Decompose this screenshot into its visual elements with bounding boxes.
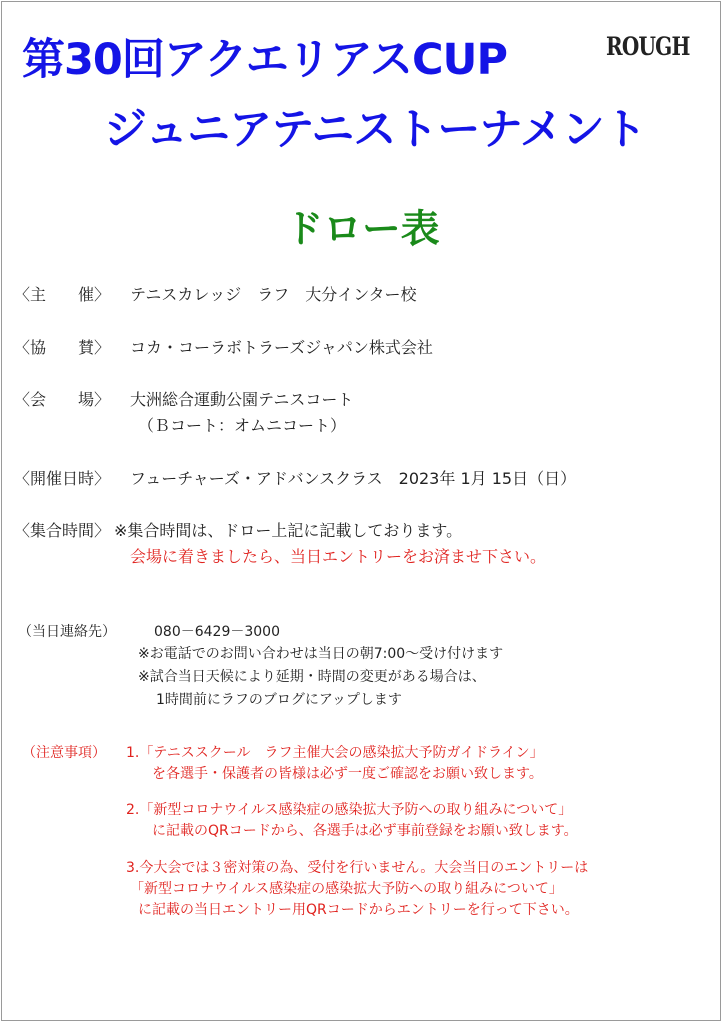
contact-note-2: ※試合当日天候により延期・時間の変更がある場合は、 [138,669,486,685]
caution-item-2-line-2: に記載のQRコードから、各選手は必ず事前登録をお願い致します。 [152,823,578,839]
contact-label: （当日連絡先） [18,624,116,640]
organizer-label: 〈主 催〉 [14,285,111,304]
venue-label: 〈会 場〉 [14,390,111,409]
draw-sheet-heading: ドロー表 [284,207,440,252]
caution-item-2-line-1: 2.「新型コロナウイルス感染症の感染拡大予防への取り組みについて」 [126,802,573,818]
gather-value: ※集合時間は、ドロー上記に記載しております。 [114,521,463,540]
contact-phone: 080－6429－3000 [154,624,280,640]
rough-logo: ROUGH [606,32,690,62]
venue-court-detail: （Ｂコート：オムニコート） [138,416,347,435]
gather-note: 会場に着きましたら、当日エントリーをお済ませ下さい。 [130,547,547,566]
caution-item-3-line-1: 3.今大会では３密対策の為、受付を行いません。大会当日のエントリーは [126,860,589,876]
sponsor-label: 〈協 賛〉 [14,338,111,357]
sponsor-value: コカ・コーラボトラーズジャパン株式会社 [130,338,433,357]
caution-item-3-line-2: 「新型コロナウイルス感染症の感染拡大予防への取り組みについて」 [130,881,563,897]
venue-value: 大洲総合運動公園テニスコート [130,390,354,409]
contact-note-3: 1時間前にラフのブログにアップします [156,692,402,708]
tournament-subtitle: ジュニアテニストーナメント [104,105,646,155]
tournament-title: 第30回アクエリアスCUP [22,35,507,85]
caution-label: （注意事項） [22,745,106,761]
date-value: フューチャーズ・アドバンスクラス 2023年 1月 15日（日） [130,469,577,488]
organizer-value: テニスカレッジ ラフ 大分インター校 [130,285,417,304]
caution-item-3-line-3: に記載の当日エントリー用QRコードからエントリーを行って下さい。 [138,902,579,918]
caution-item-1-line-1: 1.「テニススクール ラフ主催大会の感染拡大予防ガイドライン」 [126,745,544,761]
date-label: 〈開催日時〉 [14,469,111,488]
caution-item-1-line-2: を各選手・保護者の皆様は必ず一度ご確認をお願い致します。 [152,766,543,782]
gather-label: 〈集合時間〉 [14,521,111,540]
contact-note-1: ※お電話でのお問い合わせは当日の朝7:00～受け付けます [138,646,504,662]
